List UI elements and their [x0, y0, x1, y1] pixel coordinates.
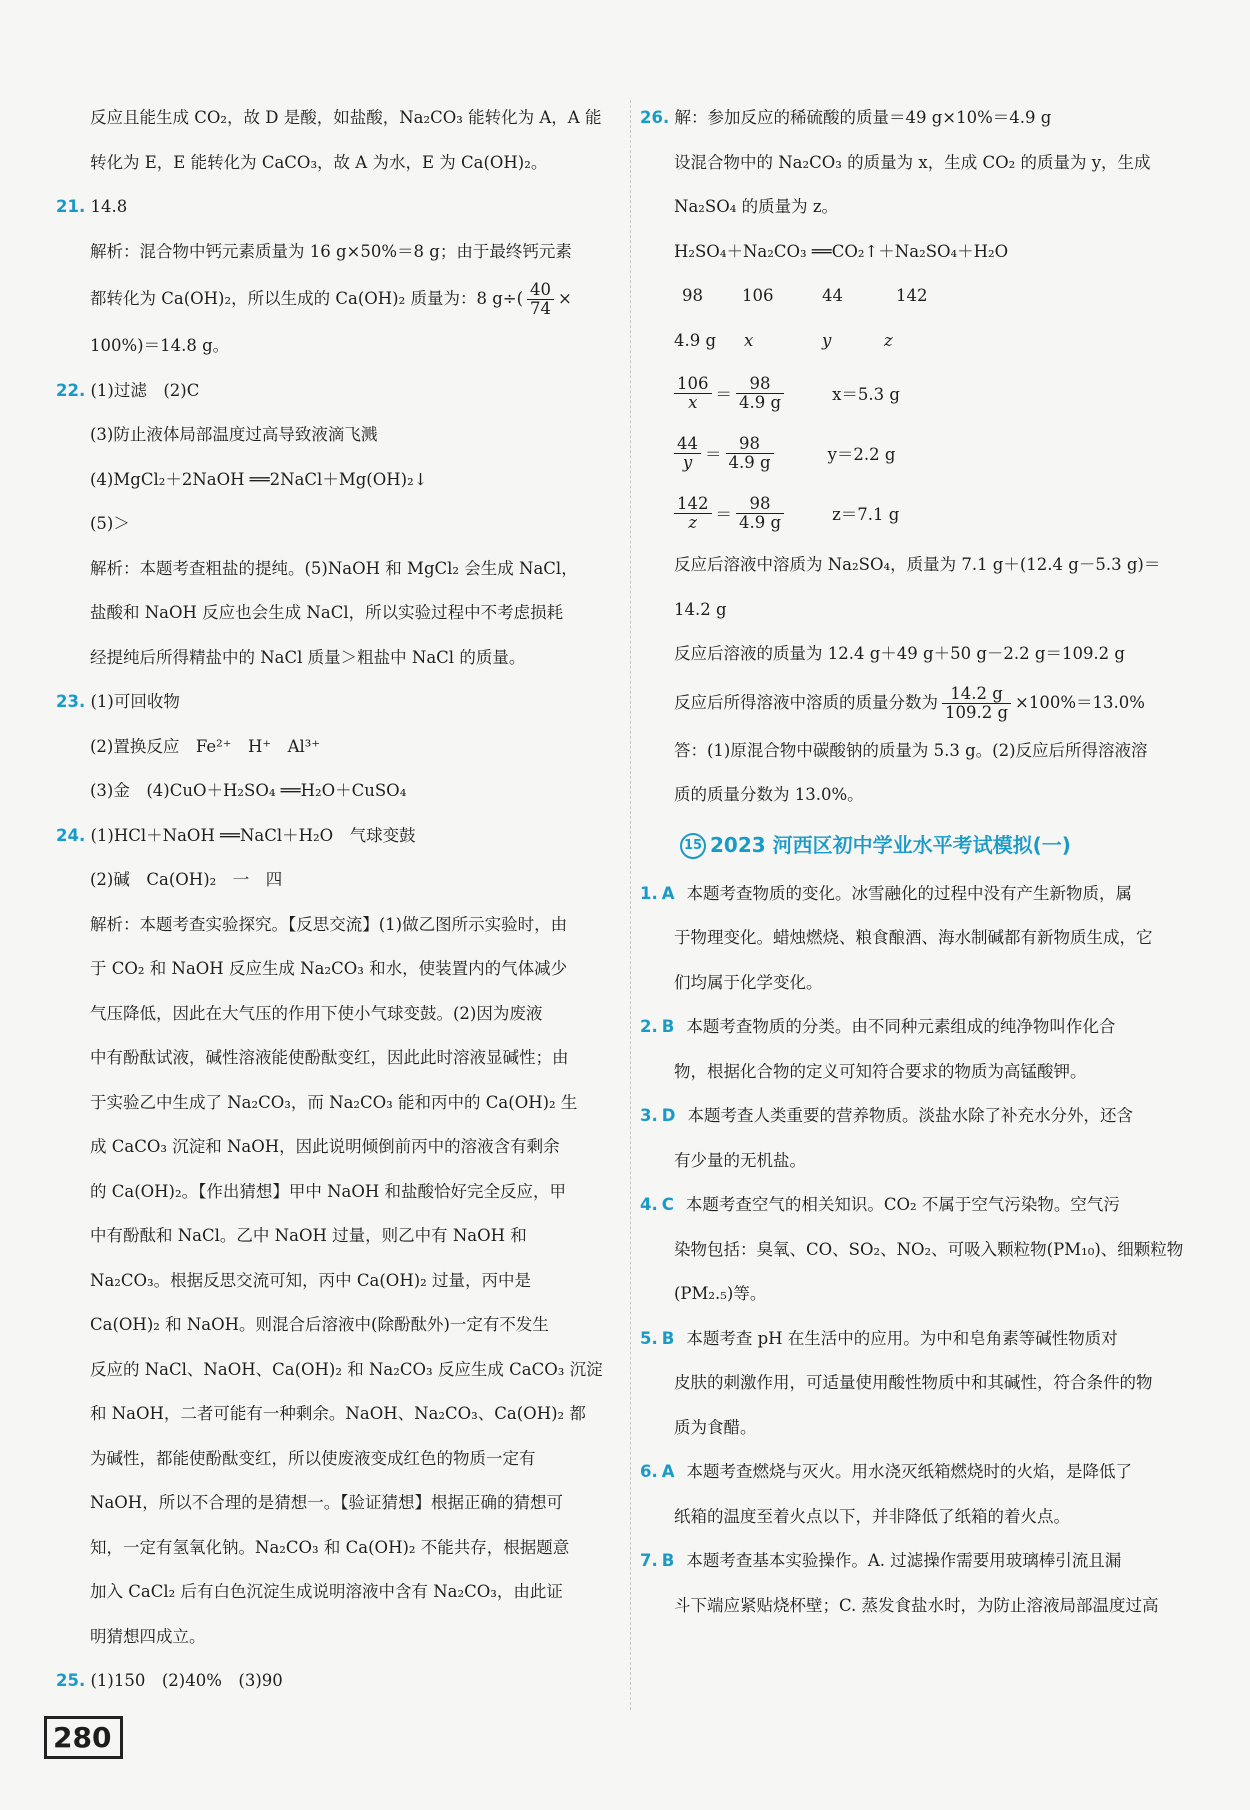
analysis-line: 于实验乙中生成了 Na₂CO₃，而 Na₂CO₃ 能和丙中的 Ca(OH)₂ 生 [90, 1092, 578, 1112]
choice-answer: A [661, 883, 675, 903]
question-22: 22. (1)过滤 (2)C [56, 380, 200, 400]
analysis-line: 加入 CaCl₂ 后有白色沉淀生成说明溶液中含有 Na₂CO₃，由此证 [90, 1582, 563, 1601]
solution-line: 反应后溶液的质量为 12.4 g＋49 g＋50 g－2.2 g＝109.2 g [674, 644, 1125, 663]
answer-item [640, 1005, 1220, 1050]
answer-item-line [640, 961, 1220, 1006]
analysis-line: 中有酚酞和 NaCl。乙中 NaOH 过量，则乙中有 NaOH 和 [90, 1226, 527, 1245]
analysis-line: 盐酸和 NaOH 反应也会生成 NaCl，所以实验过程中不考虑损耗 [90, 603, 564, 622]
answer-item [640, 1539, 1220, 1584]
ratio-row: $\frac{106}{x}$ ＝ $\frac{98}{4.9 g}$ x＝5.3 g [640, 363, 1220, 423]
solution-line: 反应后所得溶液中溶质的质量分数为 $\frac{14.2 g}{109.2 g}$ ×100%＝13.0% [674, 683, 1145, 722]
question-number: 24. [56, 825, 86, 845]
explanation-text: 染物包括：臭氧、CO、SO₂、NO₂、可吸入颗粒物(PM₁₀)、细颗粒物 [674, 1239, 1184, 1259]
explanation-text: 本题考查燃烧与灭火。用水浇灭纸箱燃烧时的火焰，是降低了 [686, 1462, 1133, 1481]
answer-item [640, 1183, 1220, 1228]
explanation-text: 质为食醋。 [674, 1417, 757, 1437]
question-number: 5. [640, 1328, 658, 1348]
analysis-line: 解析：本题考查实验探究。【反思交流】(1)做乙图所示实验时，由 [90, 914, 568, 934]
fraction: $\frac{14.2 g}{109.2 g}$ [942, 685, 1011, 722]
answer-item-line [640, 1495, 1220, 1540]
choice-answer: B [661, 1551, 675, 1570]
analysis-line: 和 NaOH，二者可能有一种剩余。NaOH、Na₂CO₃、Ca(OH)₂ 都 [90, 1404, 586, 1423]
question-number: 22. [56, 380, 86, 400]
text-line: 反应且能生成 CO₂，故 D 是酸，如盐酸，Na₂CO₃ 能转化为 A，A 能 [90, 108, 602, 127]
question-number: 26. [640, 108, 670, 127]
solution-line: 14.2 g [674, 599, 727, 619]
explanation-text: 皮肤的刺激作用，可适量使用酸性物质中和其碱性，符合条件的物 [674, 1373, 1153, 1392]
analysis-line: 的 Ca(OH)₂。【作出猜想】甲中 NaOH 和盐酸恰好完全反应，甲 [90, 1181, 567, 1201]
question-number: 23. [56, 692, 86, 711]
analysis-line: Ca(OH)₂ 和 NaOH。则混合后溶液中(除酚酞外)一定有不发生 [90, 1315, 549, 1334]
section-title: 15 2023 河西区初中学业水平考试模拟(一) [640, 818, 1220, 872]
text-line: 转化为 E，E 能转化为 CaCO₃，故 A 为水，E 为 Ca(OH)₂。 [90, 152, 548, 172]
answer-list [640, 872, 1220, 1629]
explanation-text: 本题考查物质的分类。由不同种元素组成的纯净物叫作化合 [686, 1017, 1116, 1036]
question-number: 1. [640, 883, 658, 903]
choice-answer: D [661, 1106, 676, 1125]
answer-item-line [640, 916, 1220, 961]
answer-line: (2)碱 Ca(OH)₂ 一 四 [90, 870, 283, 889]
analysis-line: 经提纯后所得精盐中的 NaCl 质量＞粗盐中 NaCl 的质量。 [90, 647, 526, 667]
analysis-line: 成 CaCO₃ 沉淀和 NaOH，因此说明倾倒前丙中的溶液含有剩余 [90, 1137, 560, 1156]
answer-item-line [640, 1050, 1220, 1095]
column-divider [630, 100, 631, 1710]
molar-mass-row: 98 106 44 142 [682, 286, 928, 305]
ratio-row: $\frac{44}{y}$ ＝ $\frac{98}{4.9 g}$ y＝2.2 g [640, 423, 1220, 483]
answer-item-line [640, 1406, 1220, 1451]
explanation-text: 于物理变化。蜡烛燃烧、粮食酿酒、海水制碱都有新物质生成，它 [674, 928, 1153, 947]
analysis-line: 中有酚酞试液，碱性溶液能使酚酞变红，因此此时溶液显碱性；由 [90, 1048, 569, 1067]
explanation-text: 有少量的无机盐。 [674, 1150, 806, 1170]
answer-item [640, 1094, 1220, 1139]
solution-line: 反应后溶液中溶质为 Na₂SO₄，质量为 7.1 g＋(12.4 g－5.3 g)＝ [674, 555, 1161, 574]
solution-line: Na₂SO₄ 的质量为 z。 [674, 197, 839, 216]
answer-item [640, 1317, 1220, 1362]
analysis-line: 气压降低，因此在大气压的作用下使小气球变鼓。(2)因为废液 [90, 1003, 543, 1023]
analysis-line: 解析：本题考查粗盐的提纯。(5)NaOH 和 MgCl₂ 会生成 NaCl， [90, 558, 578, 578]
answer-item-line [640, 1361, 1220, 1406]
ratio-row: $\frac{142}{z}$ ＝ $\frac{98}{4.9 g}$ z＝7.1 g [640, 483, 1220, 543]
answer-line: (2)置换反应 Fe²⁺ H⁺ Al³⁺ [90, 736, 321, 756]
choice-answer: C [661, 1195, 674, 1214]
analysis-line: 100%)＝14.8 g。 [90, 336, 230, 355]
explanation-text: 本题考查物质的变化。冰雪融化的过程中没有产生新物质，属 [686, 883, 1133, 903]
question-21 [56, 185, 616, 230]
answer-item [640, 1450, 1220, 1495]
variable-row: 4.9 g x y z [674, 330, 893, 350]
explanation-text: 纸箱的温度至着火点以下，并非降低了纸箱的着火点。 [674, 1506, 1070, 1526]
explanation-text: 本题考查基本实验操作。A. 过滤操作需要用玻璃棒引流且漏 [686, 1551, 1122, 1570]
choice-answer: B [661, 1017, 675, 1036]
right-column [640, 96, 1220, 1628]
analysis-line: 于 CO₂ 和 NaOH 反应生成 Na₂CO₃ 和水，使装置内的气体减少 [90, 959, 568, 978]
explanation-text: 物，根据化合物的定义可知符合要求的物质为高锰酸钾。 [674, 1061, 1087, 1081]
analysis-line: 为碱性，都能使酚酞变红，所以使废液变成红色的物质一定有 [90, 1448, 536, 1468]
question-number: 3. [640, 1106, 658, 1125]
section-number: 15 [680, 833, 706, 859]
analysis-line: 解析：混合物中钙元素质量为 16 g×50%＝8 g；由于最终钙元素 [90, 241, 572, 261]
explanation-text: (PM₂.₅)等。 [674, 1284, 767, 1303]
answer-item [640, 872, 1220, 917]
question-number: 2. [640, 1017, 658, 1036]
left-column [56, 96, 616, 1704]
question-25: 25. (1)150 (2)40% (3)90 [56, 1671, 283, 1690]
answer-item-line [640, 1228, 1220, 1273]
question-26: 26. 解：参加反应的稀硫酸的质量＝49 g×10%＝4.9 g [640, 108, 1052, 127]
solution-line: 设混合物中的 Na₂CO₃ 的质量为 x，生成 CO₂ 的质量为 y，生成 [674, 152, 1151, 172]
question-number: 25. [56, 1671, 86, 1690]
analysis-line: 明猜想四成立。 [90, 1626, 206, 1646]
question-number: 6. [640, 1462, 658, 1481]
analysis-line: 反应的 NaCl、NaOH、Ca(OH)₂ 和 Na₂CO₃ 反应生成 CaCO₃ 沉淀 [90, 1359, 603, 1379]
answer-line: (3)防止液体局部温度过高导致液滴飞溅 [90, 425, 378, 444]
answer-line: (4)MgCl₂＋2NaOH ══2NaCl＋Mg(OH)₂↓ [90, 469, 428, 489]
answer-item-line [640, 1139, 1220, 1184]
analysis-line: Na₂CO₃。根据反思交流可知，丙中 Ca(OH)₂ 过量，丙中是 [90, 1270, 532, 1290]
answer-item-line [640, 1272, 1220, 1317]
conclusion-line: 质的质量分数为 13.0%。 [674, 785, 864, 804]
question-number: 4. [640, 1195, 658, 1214]
analysis-line: NaOH，所以不合理的是猜想一。【验证猜想】根据正确的猜想可 [90, 1493, 563, 1512]
question-number: 7. [640, 1551, 658, 1570]
choice-answer: B [661, 1328, 675, 1348]
chemical-equation: H₂SO₄＋Na₂CO₃ ══CO₂↑＋Na₂SO₄＋H₂O [674, 241, 1009, 261]
explanation-text: 本题考查空气的相关知识。CO₂ 不属于空气污染物。空气污 [685, 1195, 1120, 1214]
answer-line: (5)＞ [90, 514, 130, 533]
analysis-line: 知，一定有氢氧化钠。Na₂CO₃ 和 Ca(OH)₂ 不能共存，根据题意 [90, 1537, 570, 1557]
conclusion-line: 答：(1)原混合物中碳酸钠的质量为 5.3 g。(2)反应后所得溶液溶 [674, 740, 1148, 760]
answer-value: 14.8 [90, 197, 128, 216]
analysis-line: 都转化为 Ca(OH)₂，所以生成的 Ca(OH)₂ 质量为：8 g÷( $\frac{40}{74}$ × [90, 280, 572, 318]
explanation-text: 斗下端应紧贴烧杯壁；C. 蒸发食盐水时，为防止溶液局部温度过高 [674, 1595, 1159, 1615]
answer-line: (3)金 (4)CuO＋H₂SO₄ ══H₂O＋CuSO₄ [90, 781, 407, 800]
answer-item-line [640, 1584, 1220, 1629]
question-23: 23. (1)可回收物 [56, 692, 180, 711]
question-24: 24. (1)HCl＋NaOH ══NaCl＋H₂O 气球变鼓 [56, 825, 416, 845]
choice-answer: A [661, 1462, 675, 1481]
explanation-text: 们均属于化学变化。 [674, 972, 823, 992]
explanation-text: 本题考查 pH 在生活中的应用。为中和皂角素等碱性物质对 [686, 1328, 1118, 1348]
fraction: $\frac{40}{74}$ [527, 281, 554, 318]
page-number: 280 [44, 1716, 117, 1759]
explanation-text: 本题考查人类重要的营养物质。淡盐水除了补充水分外，还含 [687, 1106, 1133, 1125]
question-number: 21. [56, 197, 86, 216]
